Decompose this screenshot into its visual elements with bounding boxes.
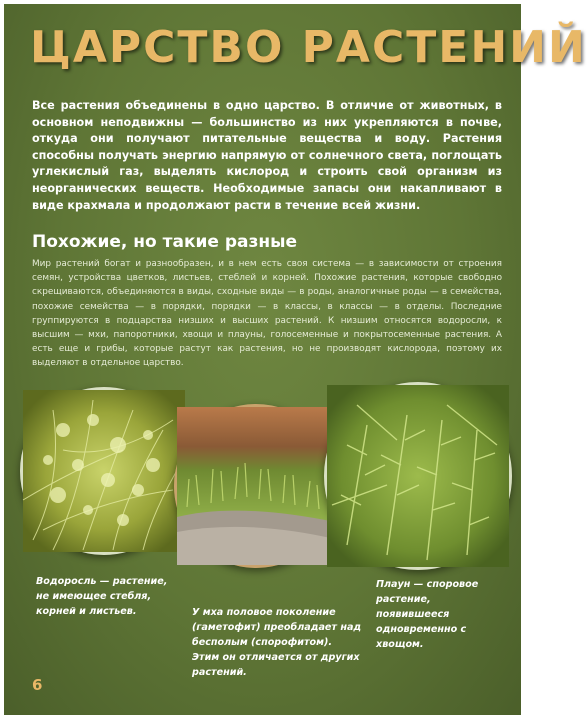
page-title: ЦАРСТВО РАСТЕНИЙ [30,22,587,73]
section-text: Мир растений богат и разнообразен, и в нем есть своя система — в зависимости от строения семян, устройства цветков, листьев, стеблей и корней. Похожие растения, которые свободно скрещиваются, объединяются в виды, сходные виды — в роды, аналогичные роды — в семейства, похожие семейства — в порядки, порядки — в классы, в классы — в отделы. Последние группируются в подцарства низших и высших растений. К низшим относятся водоросли, к высшим — мхи, папоротники, хвощи и плауны, голосеменные и покрытосеменные растения. А есть еще и грибы, которые растут как растения, но не производят кислорода, поэтому их выделяют в отдельное царство. [32,259,502,369]
page-number: 6 [32,676,43,694]
intro-paragraph: Все растения объединены в одно царство. В отличие от животных, в основном неподвижны — большинство из них укрепляются в почве, откуда они получают питательные вещества и воду. Растения способны получать энергию напрямую от солнечного света, поглощать углекислый газ, выделять кислород и строить свой организм из неорганических веществ. Необходимые запасы они накапливают в виде крахмала и продолжают расти в течение всей жизни. [32,99,502,212]
clubmoss-photo [324,382,512,570]
algae-photo [20,387,188,555]
book-page [4,4,587,715]
section-heading: Похожие, но такие разные [32,232,298,252]
moss-photo [174,404,338,568]
clubmoss-caption: Плаун — споровое растение, появившееся одновременно с хвощом. [376,579,479,650]
moss-caption: У мха половое поколение (гаметофит) преобладает над бесполым (спорофитом). Этим он отличается от других растений. [192,607,362,678]
algae-caption: Водоросль — растение, не имеющее стебля, корней и листьев. [36,576,168,617]
